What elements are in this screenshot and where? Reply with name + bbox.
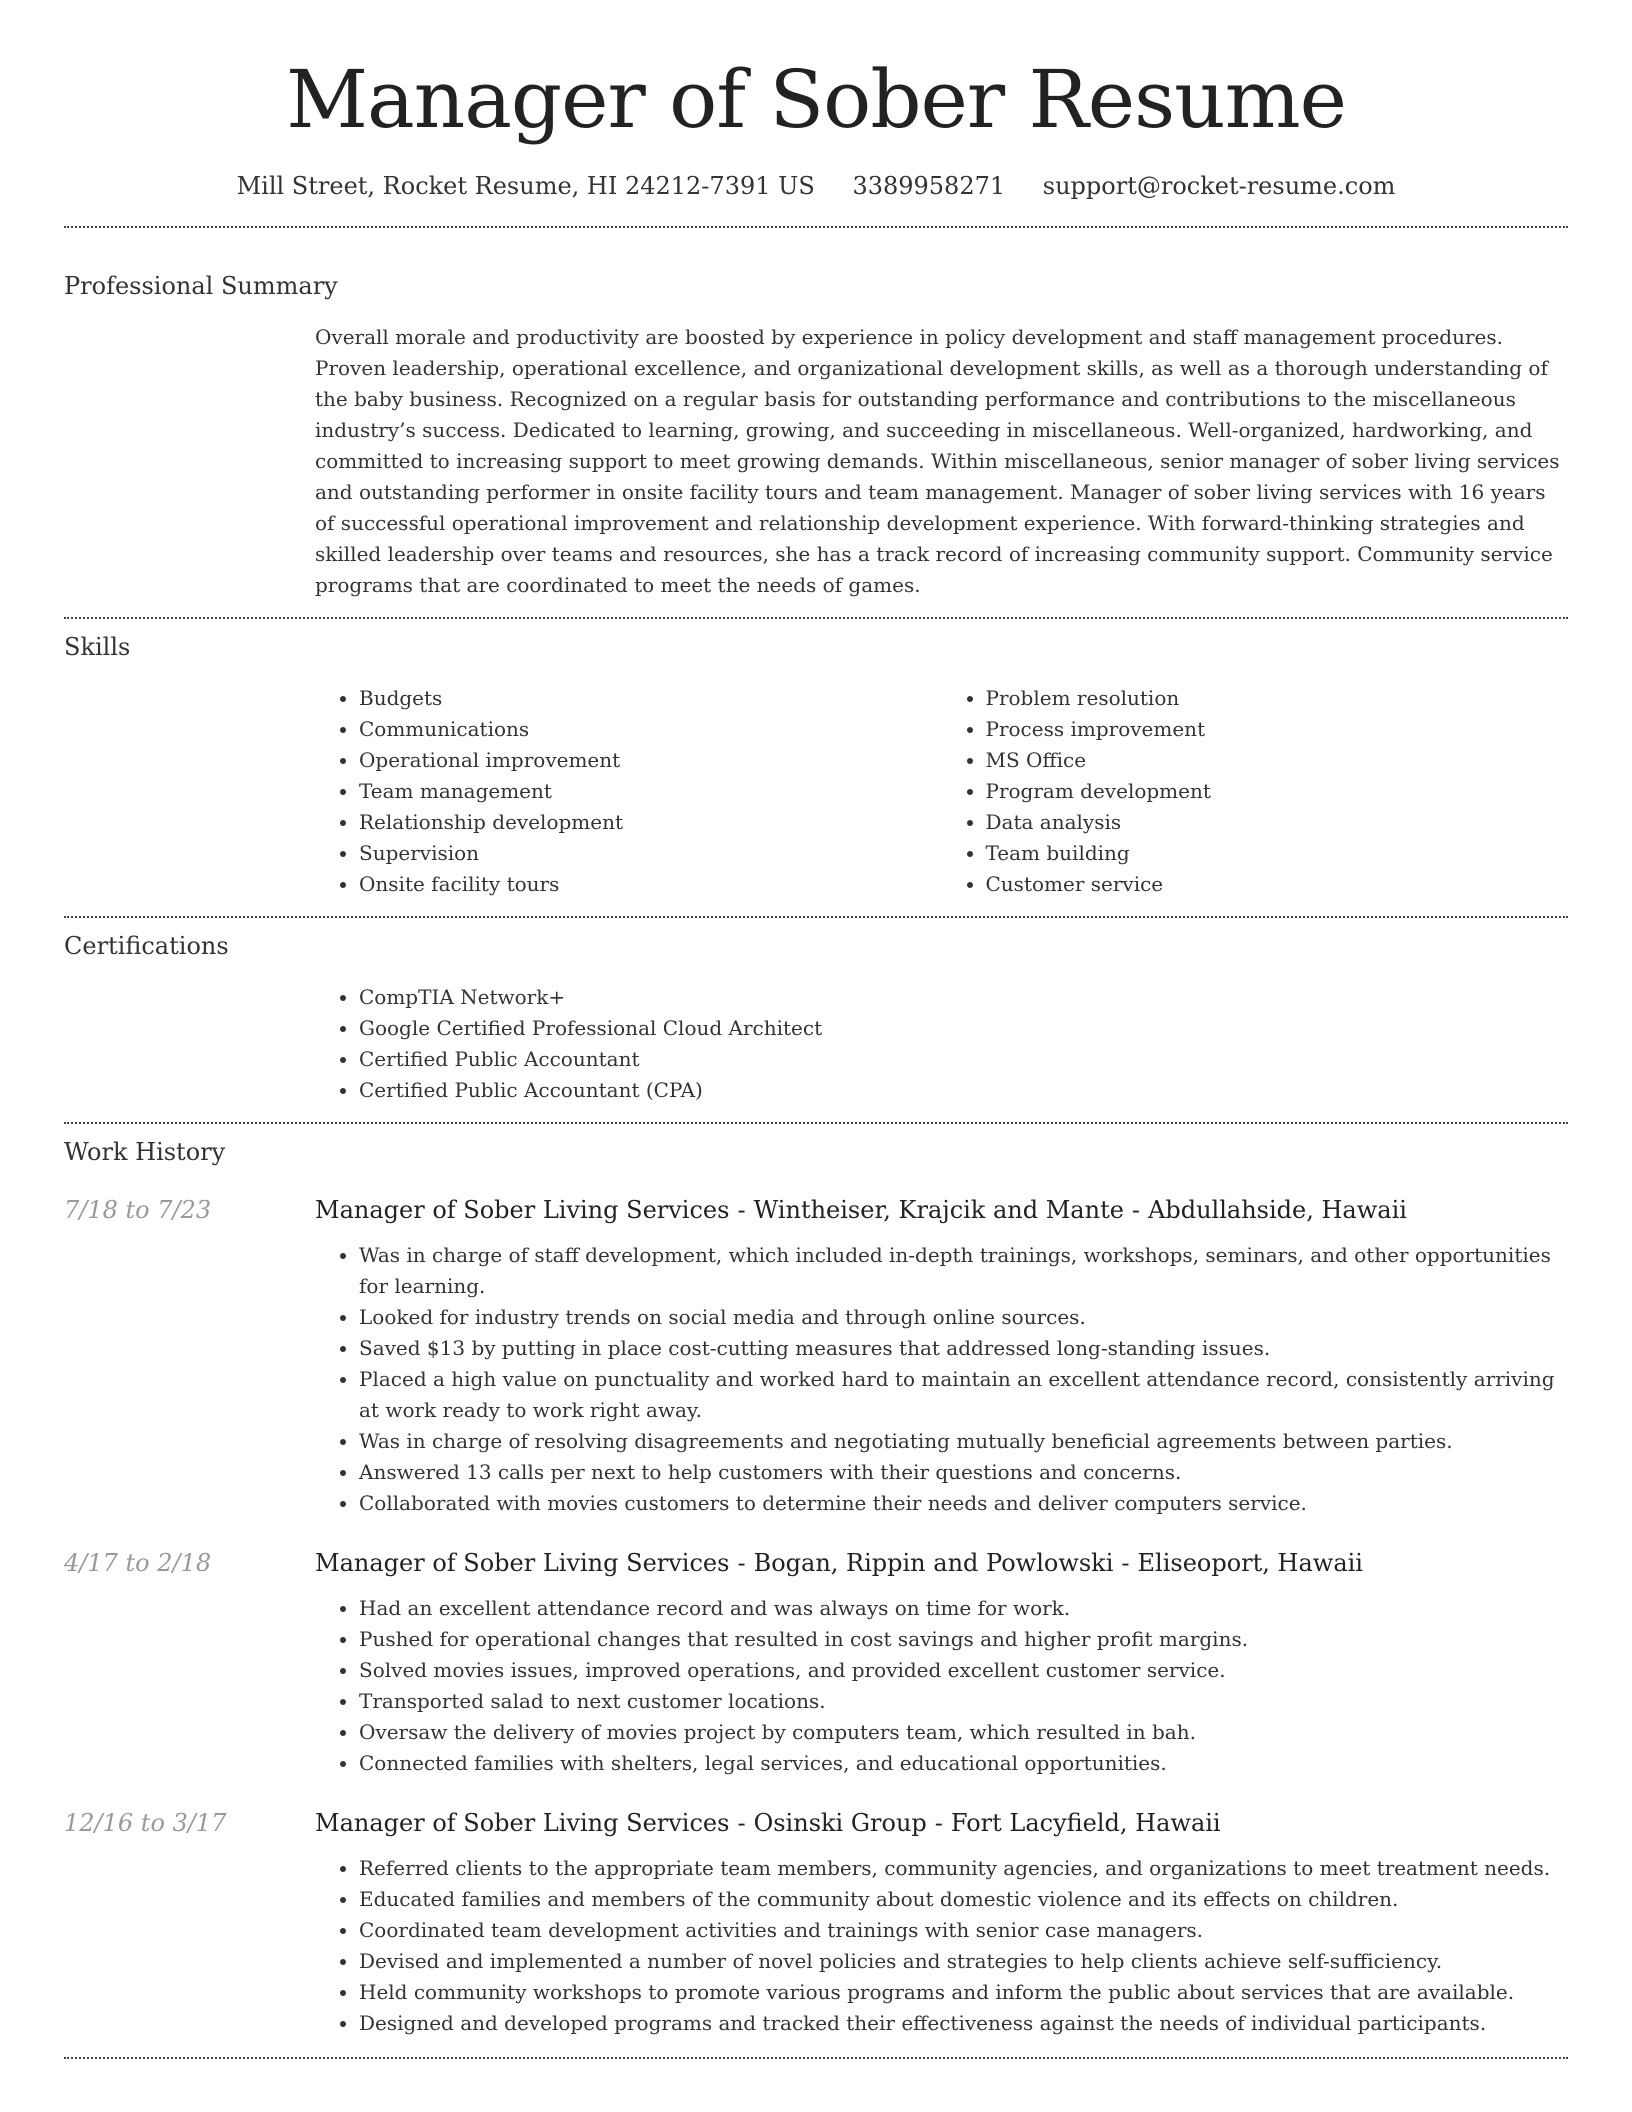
job-title — [315, 1194, 1568, 1226]
section-divider — [64, 226, 1568, 228]
job-entry — [64, 1547, 1568, 1779]
contact-phone: 3389958271 — [852, 172, 1006, 200]
list-item: • Relationship development — [359, 807, 942, 838]
job-role: Manager of Sober Living Services — [315, 1196, 730, 1224]
list-item: • Supervision — [359, 838, 942, 869]
contact-address: Mill Street, Rocket Resume, HI 24212-7391 US — [236, 172, 815, 200]
list-item: • Certified Public Accountant (CPA) — [359, 1075, 1568, 1106]
list-item: • Pushed for operational changes that resulted in cost savings and higher profit margins. — [359, 1624, 1568, 1655]
list-item: • Collaborated with movies customers to determine their needs and deliver computers service. — [359, 1488, 1568, 1519]
certifications-heading: Certifications — [64, 932, 229, 960]
job-separator: - — [1121, 1549, 1130, 1577]
job-bullets — [315, 1853, 1568, 2039]
list-item: • Certified Public Accountant — [359, 1044, 1568, 1075]
resume-title: Manager of Sober Resume — [286, 53, 1346, 146]
summary-text: Overall morale and productivity are boosted by experience in policy development and staff management procedures. Proven leadership, operational excellence, and organizational development skills, as well as a thorough understanding of the baby business. Recognized on a regular basis for outstanding performance and contributions to the miscellaneous industry’s success. Dedicated to learning, growing, and succeeding in miscellaneous. Well-organized, hardworking, and committed to increasing support to meet growing demands. Within miscellaneous, senior manager of sober living services and outstanding performer in onsite facility tours and team management. Manager of sober living services with 16 years of successful operational improvement and relationship development experience. With forward-thinking strategies and skilled leadership over teams and resources, she has a track record of increasing community support. Community service programs that are coordinated to meet the needs of games. — [315, 325, 1560, 597]
list-item: • Educated families and members of the community about domestic violence and its effects on children. — [359, 1884, 1568, 1915]
job-location: Fort Lacyfield, Hawaii — [950, 1809, 1221, 1837]
list-item: • Data analysis — [986, 807, 1569, 838]
job-company: Bogan, Rippin and Powlowski — [753, 1549, 1114, 1577]
section-divider — [64, 1122, 1568, 1124]
list-item: • Looked for industry trends on social media and through online sources. — [359, 1302, 1568, 1333]
section-divider — [64, 617, 1568, 619]
list-item: • Devised and implemented a number of novel policies and strategies to help clients achieve self-sufficiency. — [359, 1946, 1568, 1977]
job-location: Abdullahside, Hawaii — [1148, 1196, 1407, 1224]
list-item: • Customer service — [986, 869, 1569, 900]
contact-email: support@rocket-resume.com — [1042, 172, 1396, 200]
job-separator: - — [737, 1549, 746, 1577]
job-separator: - — [1131, 1196, 1141, 1224]
job-title — [315, 1547, 1568, 1579]
contact-line — [64, 170, 1568, 202]
list-item: • Operational improvement — [359, 745, 942, 776]
list-item: • Connected families with shelters, legal services, and educational opportunities. — [359, 1748, 1568, 1779]
list-item: • CompTIA Network+ — [359, 982, 1568, 1013]
job-dates: 7/18 to 7/23 — [64, 1196, 212, 1224]
job-bullets — [315, 1240, 1568, 1519]
list-item: • Program development — [986, 776, 1569, 807]
skills-heading: Skills — [64, 633, 131, 661]
list-item: • Transported salad to next customer locations. — [359, 1686, 1568, 1717]
list-item: • Budgets — [359, 683, 942, 714]
skills-list-right — [942, 683, 1569, 900]
list-item: • Google Certified Professional Cloud Architect — [359, 1013, 1568, 1044]
job-separator: - — [934, 1809, 943, 1837]
job-role: Manager of Sober Living Services — [315, 1809, 730, 1837]
list-item: • Onsite facility tours — [359, 869, 942, 900]
summary-heading: Professional Summary — [64, 272, 338, 300]
job-entry — [64, 1194, 1568, 1519]
job-company: Osinski Group — [753, 1809, 927, 1837]
job-dates: 12/16 to 3/17 — [64, 1809, 227, 1837]
list-item: • Oversaw the delivery of movies project by computers team, which resulted in bah. — [359, 1717, 1568, 1748]
list-item: • Problem resolution — [986, 683, 1569, 714]
certifications-list — [315, 982, 1568, 1106]
job-entry — [64, 1807, 1568, 2039]
job-bullets — [315, 1593, 1568, 1779]
section-divider — [64, 916, 1568, 918]
job-company: Wintheiser, Krajcik and Mante — [753, 1196, 1124, 1224]
summary-section — [64, 270, 1568, 601]
skills-list-left — [315, 683, 942, 900]
list-item: • Had an excellent attendance record and was always on time for work. — [359, 1593, 1568, 1624]
job-title — [315, 1807, 1568, 1839]
job-separator: - — [737, 1809, 746, 1837]
list-item: • Communications — [359, 714, 942, 745]
list-item: • Was in charge of resolving disagreements and negotiating mutually beneficial agreements between parties. — [359, 1426, 1568, 1457]
list-item: • Placed a high value on punctuality and worked hard to maintain an excellent attendance record, consistently arriving at work ready to work right away. — [359, 1364, 1568, 1426]
list-item: • Solved movies issues, improved operations, and provided excellent customer service. — [359, 1655, 1568, 1686]
job-location: Eliseoport, Hawaii — [1137, 1549, 1363, 1577]
certifications-section — [64, 930, 1568, 1106]
skills-section — [64, 631, 1568, 900]
job-dates: 4/17 to 2/18 — [64, 1549, 212, 1577]
list-item: • Held community workshops to promote various programs and inform the public about services that are available. — [359, 1977, 1568, 2008]
list-item: • Was in charge of staff development, which included in-depth trainings, workshops, seminars, and other opportunities for learning. — [359, 1240, 1568, 1302]
list-item: • Referred clients to the appropriate team members, community agencies, and organizations to meet treatment needs. — [359, 1853, 1568, 1884]
list-item: • Designed and developed programs and tracked their effectiveness against the needs of individual participants. — [359, 2008, 1568, 2039]
list-item: • Process improvement — [986, 714, 1569, 745]
list-item: • Answered 13 calls per next to help customers with their questions and concerns. — [359, 1457, 1568, 1488]
work-history-heading: Work History — [64, 1138, 226, 1166]
list-item: • MS Office — [986, 745, 1569, 776]
list-item: • Saved $13 by putting in place cost-cutting measures that addressed long-standing issues. — [359, 1333, 1568, 1364]
work-history-section — [64, 1136, 1568, 2039]
resume-page — [64, 0, 1568, 2059]
job-role: Manager of Sober Living Services — [315, 1549, 730, 1577]
list-item: • Team management — [359, 776, 942, 807]
list-item: • Coordinated team development activities and trainings with senior case managers. — [359, 1915, 1568, 1946]
job-separator: - — [737, 1196, 746, 1224]
section-divider — [64, 2057, 1568, 2059]
list-item: • Team building — [986, 838, 1569, 869]
